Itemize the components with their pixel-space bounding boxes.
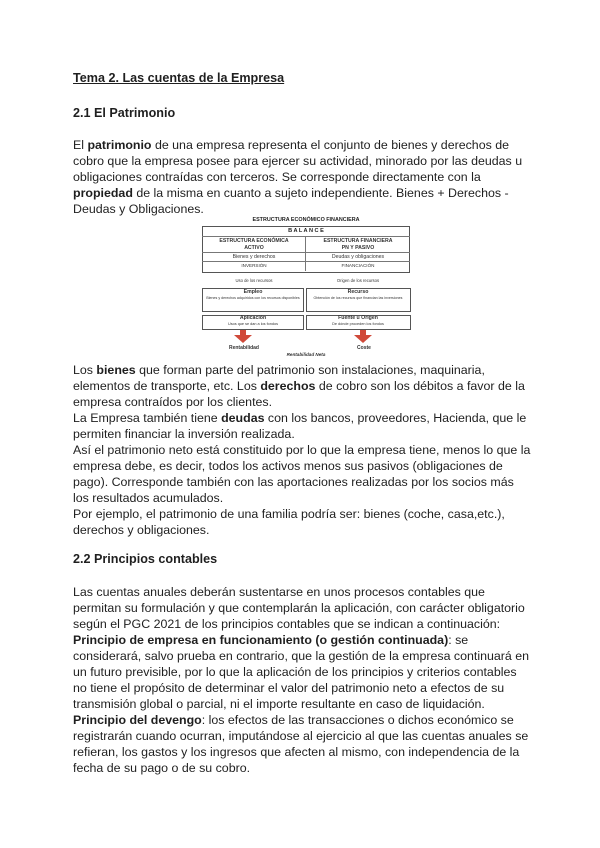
diagram-divider	[305, 236, 306, 271]
diagram-left-row1: Bienes y derechos	[232, 254, 276, 260]
diagram-recurso-label: Recurso	[347, 289, 369, 295]
diagram-right-row3: Origen de los recursos	[336, 278, 380, 283]
arrow-coste	[354, 330, 372, 343]
diagram-rentabilidad-neta: Rentabilidad Neta	[286, 352, 326, 357]
diagram-right-row1: Deudas y obligaciones	[331, 254, 385, 260]
diagram-balance-label: B A L A N C E	[288, 228, 324, 234]
paragraph-patrimonio-definition: El patrimonio de una empresa representa el conjunto de bienes y derechos de cobro que la empresa posee para ejercer su actividad, minorado por las deudas u obligaciones contraídas con terceros. Se corresponde directamente con la propiedad de la misma en cuanto a sujeto independiente. Bienes + Derechos - Deudas y Obligaciones.	[73, 138, 523, 216]
diagram-divider	[202, 252, 410, 253]
diagram-aplicacion-label: Aplicación	[239, 315, 267, 321]
paragraph-patrimonio-neto: Así el patrimonio neto está constituido por lo que la empresa tiene, menos lo que la empresa debe, es decir, todos los activos menos sus pasivos (obligaciones de pago). Corresponde también con las aportaciones realizadas por los socios más los resultados acumulados.	[73, 443, 531, 505]
diagram-right-header: ESTRUCTURA FINANCIERA	[323, 238, 393, 244]
diagram-divider	[202, 261, 410, 262]
bold-term: Principio de empresa en funcionamiento (o gestión continuada)	[73, 633, 449, 647]
balance-structure-diagram	[200, 217, 412, 359]
diagram-fuente-desc: De dónde proceden los fondos	[332, 322, 384, 326]
diagram-right-row2: FINANCIACIÓN	[341, 263, 375, 268]
section-heading-patrimonio: 2.1 El Patrimonio	[73, 106, 176, 120]
diagram-divider	[202, 236, 410, 237]
paragraph-bienes-derechos: Los bienes que forman parte del patrimonio son instalaciones, maquinaria, elementos de transporte, etc. Los derechos de cobro son los débitos a favor de la empresa contraídos por los clientes.	[73, 363, 525, 409]
diagram-aplicacion-desc: Usos que se dan a los fondos	[227, 322, 279, 326]
diagram-fuente-label: Fuente u Origen	[338, 315, 378, 321]
section-heading-principios: 2.2 Principios contables	[73, 552, 218, 566]
diagram-empleo-desc: Bienes y derechos adquiridos con los recursos disponibles	[206, 296, 300, 300]
diagram-left-row3: Uso de los recursos	[235, 278, 273, 283]
diagram-rentabilidad: Rentabilidad	[228, 345, 259, 351]
diagram-left-header: ESTRUCTURA ECONÓMICA	[219, 238, 289, 244]
paragraph-ejemplo-familia: Por ejemplo, el patrimonio de una familia podría ser: bienes (coche, casa,etc.), derechos y obligaciones.	[73, 507, 505, 537]
paragraph-deudas: La Empresa también tiene deudas con los bancos, proveedores, Hacienda, que le permiten financiar la inversión realizada.	[73, 411, 527, 441]
diagram-title: ESTRUCTURA ECONÓMICO FINANCIERA	[252, 217, 360, 223]
bold-term: bienes	[96, 363, 136, 377]
diagram-arrows	[230, 330, 382, 344]
document-title: Tema 2. Las cuentas de la Empresa	[73, 71, 285, 85]
bold-term: propiedad	[73, 186, 133, 200]
bold-term: patrimonio	[87, 138, 152, 152]
diagram-left-row2: INVERSIÓN	[241, 263, 267, 268]
bold-term: derechos	[260, 379, 316, 393]
diagram-coste: Coste	[357, 345, 371, 351]
arrow-rentabilidad	[234, 330, 252, 343]
paragraph-cuentas-anuales: Las cuentas anuales deberán sustentarse en unos procesos contables que permitan su formulación y que contemplarán la aplicación, con carácter obligatorio según el PGC 2021 de los principios contables que se indican a continuación:	[73, 585, 525, 631]
diagram-empleo-label: Empleo	[243, 289, 263, 295]
bold-term: Principio del devengo	[73, 713, 202, 727]
diagram-right-sub: PN Y PASIVO	[341, 245, 375, 251]
diagram-left-sub: ACTIVO	[244, 245, 264, 251]
bold-term: deudas	[221, 411, 265, 425]
paragraph-devengo: Principio del devengo: los efectos de las transacciones o dichos económico se registrarán cuando ocurran, imputándose al ejercicio al que las cuentas anuales se refieran, los gastos y los ingresos que afecten al mismo, con independencia de la fecha de su pago o de su cobro.	[73, 713, 529, 775]
diagram-recurso-desc: Obtención de los recursos que financian las inversiones	[313, 296, 403, 300]
paragraph-empresa-funcionamiento: Principio de empresa en funcionamiento (o gestión continuada): se considerará, salvo prueba en contrario, que la gestión de la empresa continuará en un futuro previsible, por lo que la aplicación de los principios y criterios contables no tiene el propósito de determinar el valor del patrimonio neto a efectos de su transmisión global o parcial, ni el importe resultante en caso de liquidación.	[73, 633, 529, 711]
